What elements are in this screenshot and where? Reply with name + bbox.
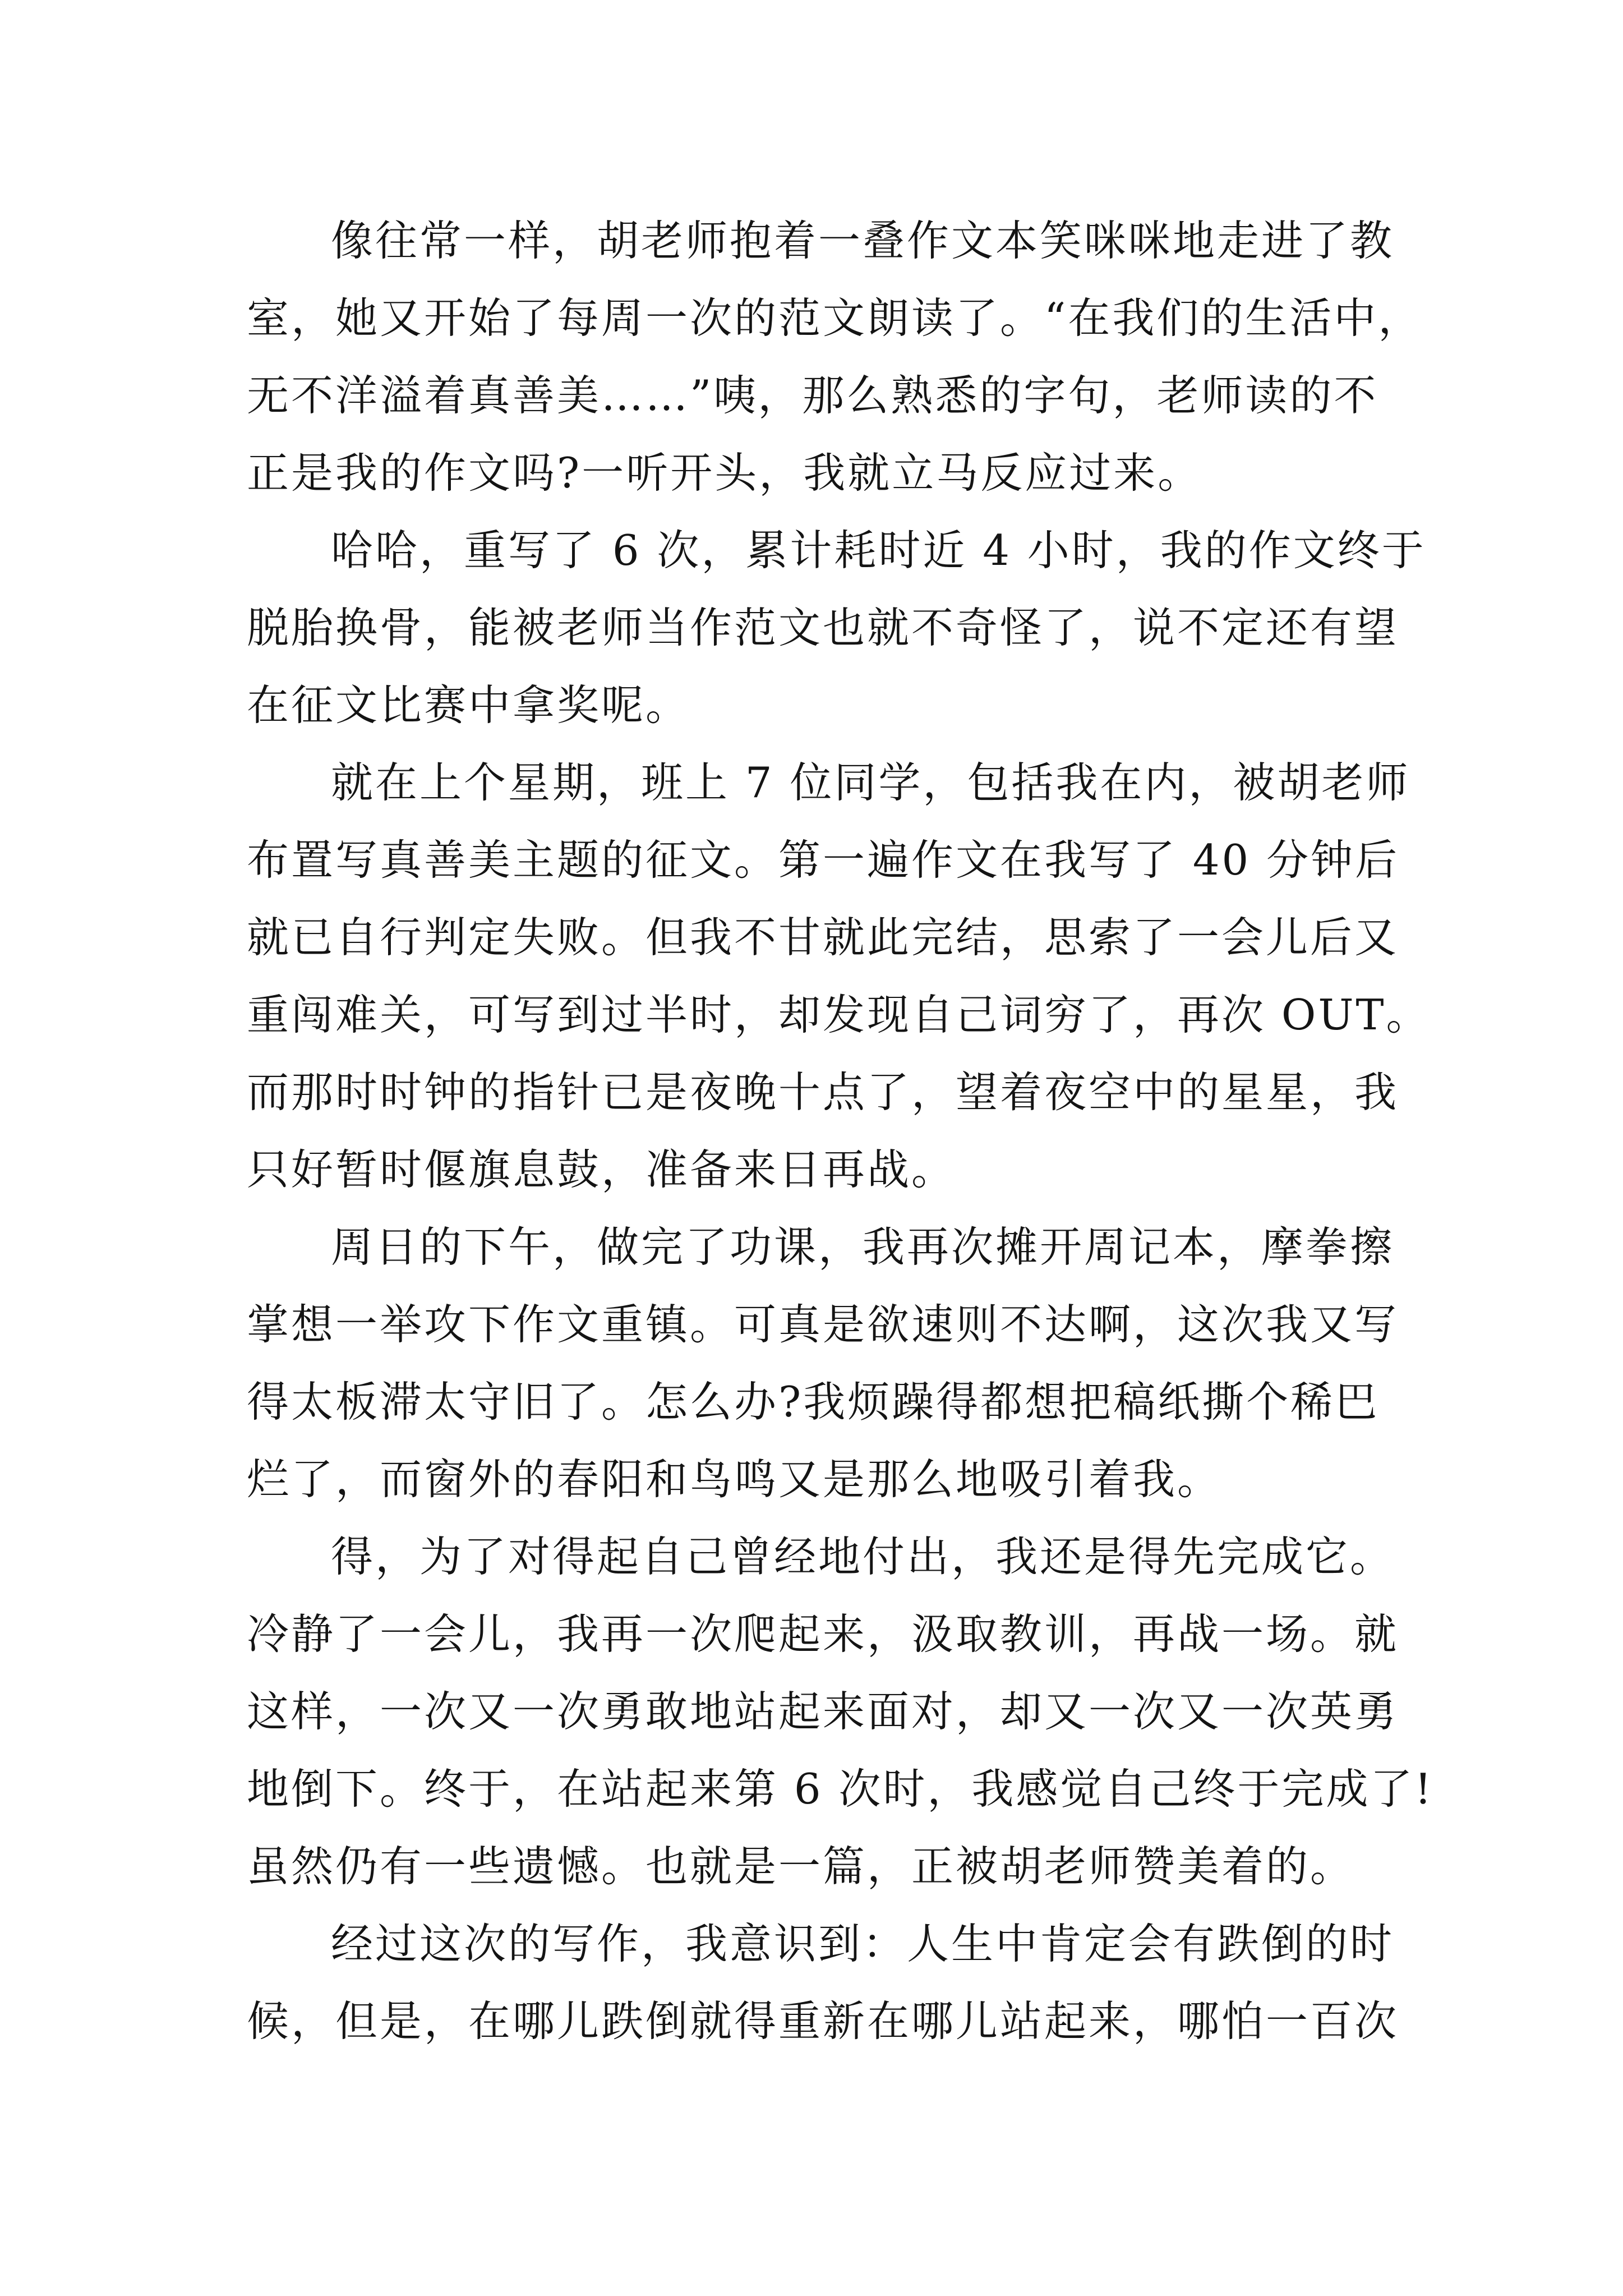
text-line: 脱胎换骨，能被老师当作范文也就不奇怪了，说不定还有望 <box>247 603 1399 652</box>
text-line: 就在上个星期，班上 7 位同学，包括我在内，被胡老师 <box>331 758 1410 807</box>
text-line: 这样，一次又一次勇敢地站起来面对，却又一次又一次英勇 <box>247 1687 1399 1736</box>
text-line: 地倒下。终于，在站起来第 6 次时，我感觉自己终于完成了! <box>247 1764 1434 1814</box>
text-line: 候，但是，在哪儿跌倒就得重新在哪儿站起来，哪怕一百次 <box>247 1996 1399 2046</box>
text-line: 室，她又开始了每周一次的范文朗读了。“在我们的生活中， <box>247 293 1423 343</box>
text-line: 只好暂时偃旗息鼓，准备来日再战。 <box>247 1145 956 1194</box>
text-line: 就已自行判定失败。但我不甘就此完结，思索了一会儿后又 <box>247 913 1399 962</box>
text-line: 重闯难关，可写到过半时，却发现自己词穷了，再次 OUT。 <box>247 990 1431 1039</box>
text-line: 哈哈，重写了 6 次，累计耗时近 4 小时，我的作文终于 <box>331 526 1426 575</box>
text-line: 得，为了对得起自己曾经地付出，我还是得先完成它。 <box>331 1532 1395 1581</box>
text-line: 虽然仍有一些遗憾。也就是一篇，正被胡老师赞美着的。 <box>247 1842 1355 1891</box>
text-line: 正是我的作文吗?一听开头，我就立马反应过来。 <box>247 448 1202 498</box>
essay-body <box>247 202 1434 2060</box>
text-line: 无不洋溢着真善美……”咦，那么熟悉的字句，老师读的不 <box>247 371 1378 420</box>
text-line: 在征文比赛中拿奖呢。 <box>247 680 690 730</box>
text-line: 得太板滞太守旧了。怎么办?我烦躁得都想把稿纸撕个稀巴 <box>247 1377 1380 1427</box>
text-line: 周日的下午，做完了功课，我再次摊开周记本，摩拳擦 <box>331 1222 1395 1272</box>
text-line: 烂了，而窗外的春阳和鸟鸣又是那么地吸引着我。 <box>247 1455 1222 1504</box>
text-line: 掌想一举攻下作文重镇。可真是欲速则不达啊，这次我又写 <box>247 1300 1399 1349</box>
text-line: 而那时时钟的指针已是夜晚十点了，望着夜空中的星星，我 <box>247 1068 1399 1117</box>
text-line: 冷静了一会儿，我再一次爬起来，汲取教训，再战一场。就 <box>247 1609 1399 1659</box>
text-line: 布置写真善美主题的征文。第一遍作文在我写了 40 分钟后 <box>247 835 1400 885</box>
text-line: 经过这次的写作，我意识到：人生中肯定会有跌倒的时 <box>331 1919 1395 1968</box>
text-line: 像往常一样，胡老师抱着一叠作文本笑咪咪地走进了教 <box>331 216 1395 265</box>
